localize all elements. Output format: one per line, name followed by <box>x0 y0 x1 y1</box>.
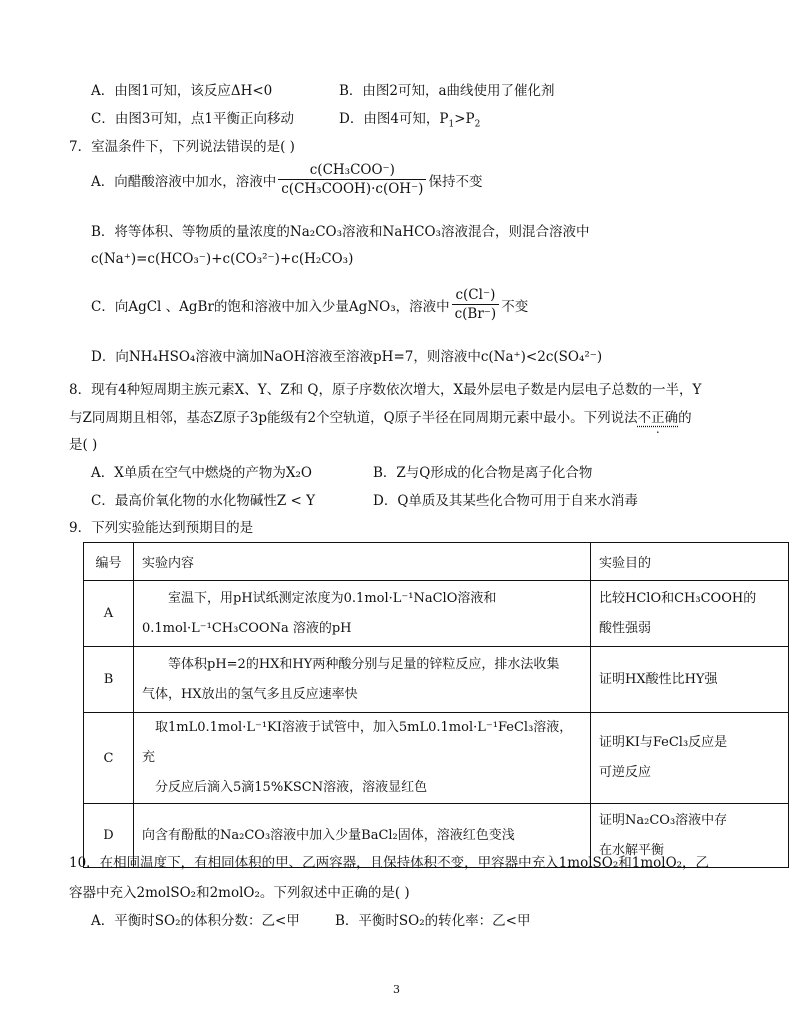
row-content: 等体积pH=2的HX和HY两种酸分别与足量的锌粒反应，排水法收集 气体，HX放出的氢气多且反应速率快 <box>134 647 591 713</box>
q8-option-b: B．Z与Q形成的化合物是离子化合物 <box>373 465 593 481</box>
experiment-table <box>83 542 789 868</box>
q6-option-b: B．由图2可知，a曲线使用了催化剂 <box>339 83 555 99</box>
header-content: 实验内容 <box>134 543 591 581</box>
q7-stem: 7．室温条件下，下列说法错误的是( ) <box>69 139 295 155</box>
q9-stem: 9．下列实验能达到预期目的是 <box>69 520 254 536</box>
header-id: 编号 <box>84 543 134 581</box>
q8-option-c: C．最高价氧化物的水化物碱性Z < Y <box>91 493 316 509</box>
q6-option-c: C．由图3可知，点1平衡正向移动 <box>91 111 295 127</box>
table-row <box>84 581 789 647</box>
q10-option-b: B．平衡时SO₂的转化率：乙<甲 <box>335 913 531 929</box>
table-row <box>84 647 789 713</box>
q7-option-a: A．向醋酸溶液中加水，溶液中 $\frac{\text{c(CH₃COO⁻)}}{\text{c(CH₃COOH)·c(OH⁻)}}$ 保持不变 <box>91 162 483 197</box>
q8-stem-line1: 8．现有4种短周期主族元素X、Y、Z和 Q，原子序数依次增大，X最外层电子数是内层电子总数的一半，Y <box>69 382 702 398</box>
row-id: D <box>84 804 134 868</box>
row-goal: 证明KI与FeCl₃反应是 可逆反应 <box>591 713 789 804</box>
q10-stem-line2: 容器中充入2molSO₂和2molO₂。下列叙述中正确的是( ) <box>69 885 410 901</box>
q10-option-a: A．平衡时SO₂的体积分数：乙<甲 <box>91 913 300 929</box>
emphasis-not-correct: 不正确 <box>637 410 679 426</box>
row-goal: 证明Na₂CO₃溶液中存 在水解平衡 <box>591 804 789 868</box>
q7-a-fraction: $\frac{\text{c(CH₃COO⁻)}}{\text{c(CH₃COOH)·c(OH⁻)}}$ <box>278 162 426 197</box>
row-goal: 比较HClO和CH₃COOH的 酸性强弱 <box>591 581 789 647</box>
table-row <box>84 713 789 804</box>
row-goal: 证明HX酸性比HY强 <box>591 647 789 713</box>
q7-option-d: D．向NH₄HSO₄溶液中滴加NaOH溶液至溶液pH=7，则溶液中c(Na⁺)<2c(SO₄²⁻) <box>91 349 603 365</box>
row-id: B <box>84 647 134 713</box>
row-content: 向含有酚酞的Na₂CO₃溶液中加入少量BaCl₂固体，溶液红色变浅 <box>134 804 591 868</box>
q10-stem-line1: 10．在相同温度下，有相同体积的甲、乙两容器，且保持体积不变，甲容器中充入1molSO₂和1molO₂，乙 <box>69 855 710 871</box>
q8-option-a: A．X单质在空气中燃烧的产物为X₂O <box>91 465 312 481</box>
q7-c-fraction: $\frac{c(Cl^-)}{c(Br^-)}$ <box>452 287 500 322</box>
header-goal: 实验目的 <box>591 543 789 581</box>
q7-option-b-line1: B．将等体积、等物质的量浓度的Na₂CO₃溶液和NaHCO₃溶液混合，则混合溶液中 <box>91 224 590 240</box>
q6-option-d: D．由图4可知，$P_1>P_2$ <box>339 111 481 130</box>
q7-option-b-line2: c(Na⁺)=c(HCO₃⁻)+c(CO₃²⁻)+c(H₂CO₃) <box>91 251 354 267</box>
q8-stem-line3: 是( ) <box>69 437 98 453</box>
q8-stem-line2: 与Z同周期且相邻，基态Z原子3p能级有2个空轨道，Q原子半径在同周期元素中最小。下列说法不正确的 <box>69 410 692 426</box>
row-content: 室温下，用pH试纸测定浓度为0.1mol·L⁻¹NaClO溶液和 0.1mol·L⁻¹CH₃COONa 溶液的pH <box>134 581 591 647</box>
row-id: C <box>84 713 134 804</box>
q7-option-c: C．向AgCl 、AgBr的饱和溶液中加入少量AgNO₃，溶液中 $\frac{c(Cl^-)}{c(Br^-)}$ 不变 <box>91 287 529 322</box>
row-id: A <box>84 581 134 647</box>
table-header-row <box>84 543 789 581</box>
q8-option-d: D．Q单质及其某些化合物可用于自来水消毒 <box>373 493 638 509</box>
row-content: 取1mL0.1mol·L⁻¹KI溶液于试管中，加入5mL0.1mol·L⁻¹FeCl₃溶液，充 分反应后滴入5滴15%KSCN溶液，溶液显红色 <box>134 713 591 804</box>
q6-option-a: A．由图1可知，该反应ΔH<0 <box>91 83 273 99</box>
page-number: 3 <box>393 983 400 996</box>
